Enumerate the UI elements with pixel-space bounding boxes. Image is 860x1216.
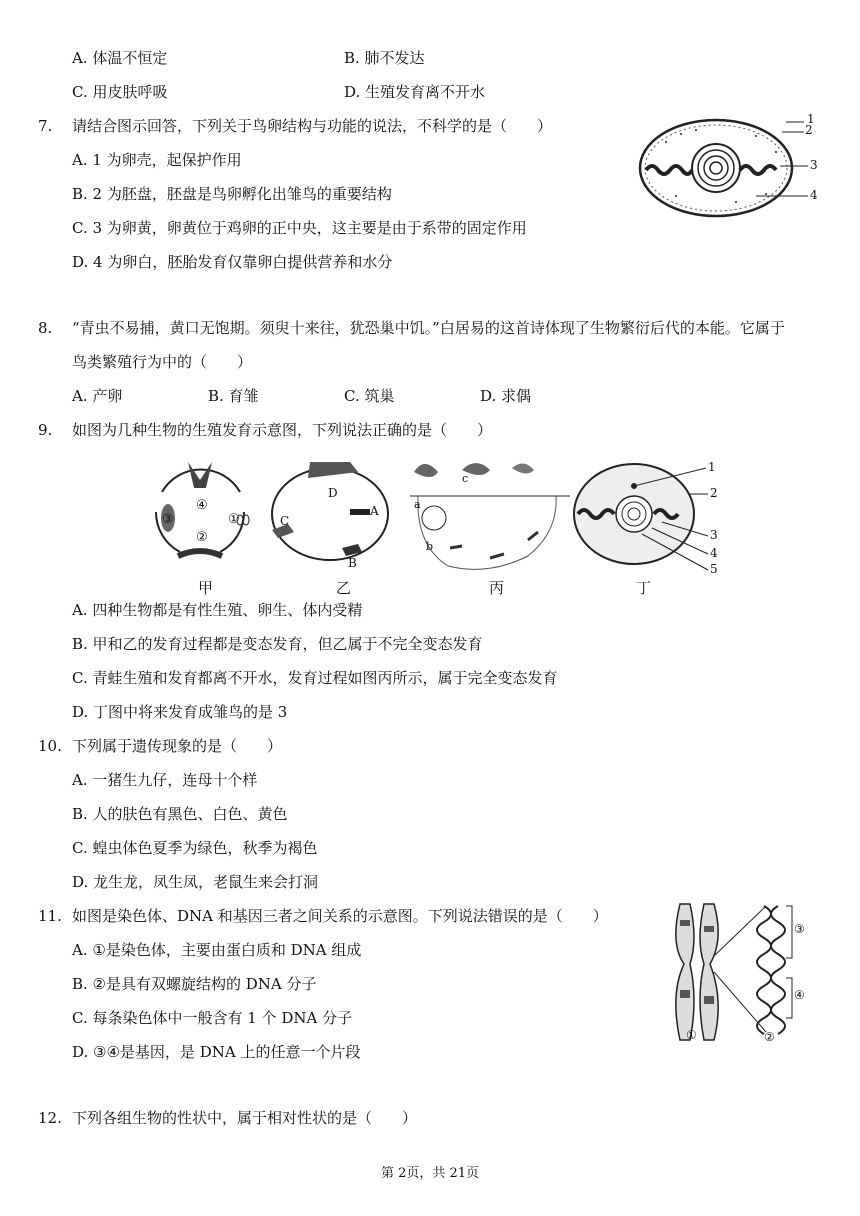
q11-number: 11.	[38, 907, 62, 925]
q7-number: 7.	[38, 117, 53, 135]
q6-option-d: D. 生殖发育离不开水	[344, 83, 486, 101]
chromosome-label-2: ②	[764, 1030, 775, 1044]
q6-option-c: C. 用皮肤呼吸	[72, 83, 168, 101]
caption-ding: 丁	[636, 579, 652, 597]
q12-number: 12.	[38, 1109, 62, 1127]
q11-option-c: C. 每条染色体中一般含有 1 个 DNA 分子	[72, 1009, 353, 1027]
reproduction-figures	[140, 452, 740, 592]
q6-option-a: A. 体温不恒定	[72, 49, 168, 67]
q8-stem-line2: 鸟类繁殖行为中的（ ）	[72, 353, 253, 371]
jia-label-4: ④	[196, 498, 208, 513]
caption-yi: 乙	[336, 579, 352, 597]
q10-stem: 下列属于遗传现象的是（ ）	[72, 737, 283, 755]
q9-option-c: C. 青蛙生殖和发育都离不开水，发育过程如图丙所示，属于完全变态发育	[72, 669, 558, 687]
q7-option-d: D. 4 为卵白，胚胎发育仅靠卵白提供营养和水分	[72, 253, 393, 271]
q11-option-b: B. ②是具有双螺旋结构的 DNA 分子	[72, 975, 317, 993]
caption-jia: 甲	[198, 579, 214, 597]
yi-label-b: B	[348, 556, 357, 570]
page-footer: 第 2页，共 21页	[380, 1166, 480, 1181]
egg-label-3: 3	[810, 158, 818, 172]
q8-stem-line1: “青虫不易捕，黄口无饱期。须臾十来往，犹恐巢中饥。”白居易的这首诗体现了生物繁衍后代的本能。它属于	[72, 319, 785, 337]
yi-label-d: D	[328, 486, 338, 500]
yi-label-c: C	[280, 514, 290, 528]
egg-label-2: 2	[805, 123, 813, 137]
jia-label-1: ①	[228, 512, 240, 527]
chromosome-dna-figure	[660, 900, 830, 1046]
q10-number: 10.	[38, 737, 62, 755]
q11-option-a: A. ①是染色体，主要由蛋白质和 DNA 组成	[72, 941, 362, 959]
egg-label-1: 1	[807, 112, 815, 126]
q7-stem: 请结合图示回答，下列关于鸟卵结构与功能的说法，不科学的是（ ）	[72, 117, 553, 135]
q8-option-b: B. 育雏	[208, 387, 259, 405]
jia-label-3: ③	[162, 512, 174, 527]
chromosome-label-1: ①	[686, 1028, 697, 1042]
q10-option-b: B. 人的肤色有黑色、白色、黄色	[72, 805, 288, 823]
egg-structure-figure	[636, 112, 822, 220]
q8-option-d: D. 求偶	[480, 387, 532, 405]
q10-option-c: C. 蝗虫体色夏季为绿色，秋季为褐色	[72, 839, 318, 857]
q7-option-c: C. 3 为卵黄，卵黄位于鸡卵的正中央，这主要是由于系带的固定作用	[72, 219, 527, 237]
q10-option-a: A. 一猪生九仔，连母十个样	[72, 771, 258, 789]
q7-option-b: B. 2 为胚盘，胚盘是鸟卵孵化出雏鸟的重要结构	[72, 185, 392, 203]
egg-label-4: 4	[810, 188, 818, 202]
chromosome-label-3: ③	[794, 922, 805, 936]
q8-option-c: C. 筑巢	[344, 387, 395, 405]
q9-option-a: A. 四种生物都是有性生殖、卵生、体内受精	[72, 601, 363, 619]
ding-label-4: 4	[710, 546, 718, 560]
chromosome-label-4: ④	[794, 988, 805, 1002]
q9-option-d: D. 丁图中将来发育成雏鸟的是 3	[72, 703, 288, 721]
q9-option-b: B. 甲和乙的发育过程都是变态发育，但乙属于不完全变态发育	[72, 635, 483, 653]
caption-bing: 丙	[489, 579, 505, 597]
bing-label-a: a	[414, 498, 421, 511]
yi-label-a: A	[370, 504, 379, 518]
q10-option-d: D. 龙生龙，凤生凤，老鼠生来会打洞	[72, 873, 319, 891]
ding-label-5: 5	[710, 562, 718, 576]
yi-grasshopper-cycle	[260, 452, 400, 572]
jia-label-2: ②	[196, 530, 208, 545]
q11-stem: 如图是染色体、DNA 和基因三者之间关系的示意图。下列说法错误的是（ ）	[72, 907, 608, 925]
q8-number: 8.	[38, 319, 53, 337]
ding-egg-diagram	[572, 456, 732, 576]
bing-frog-cycle	[410, 452, 570, 572]
ding-label-1: 1	[708, 460, 716, 474]
bing-label-c: c	[462, 472, 469, 485]
q12-stem: 下列各组生物的性状中，属于相对性状的是（ ）	[72, 1109, 418, 1127]
q11-option-d: D. ③④是基因，是 DNA 上的任意一个片段	[72, 1043, 361, 1061]
bing-label-b: b	[426, 540, 434, 553]
ding-label-2: 2	[710, 486, 718, 500]
q9-number: 9.	[38, 421, 53, 439]
q7-option-a: A. 1 为卵壳，起保护作用	[72, 151, 242, 169]
q6-option-b: B. 肺不发达	[344, 49, 425, 67]
q8-option-a: A. 产卵	[72, 387, 123, 405]
egg-diagram	[636, 112, 822, 220]
q9-stem: 如图为几种生物的生殖发育示意图，下列说法正确的是（ ）	[72, 421, 493, 439]
ding-label-3: 3	[710, 528, 718, 542]
